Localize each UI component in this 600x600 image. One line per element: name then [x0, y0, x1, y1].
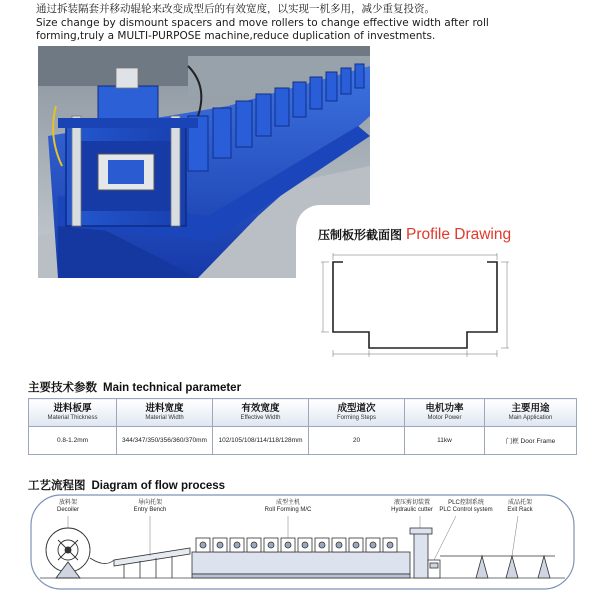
header-cn: 进料宽度: [145, 403, 184, 414]
flow-step-decoiler: [44, 500, 92, 514]
flow-title-cn: 工艺流程图: [28, 478, 86, 492]
plc-control-box-icon: [428, 560, 440, 578]
header-cell: [213, 399, 309, 427]
entry-bench-icon: [114, 548, 190, 578]
value-cell: 门框 Door Frame: [485, 427, 577, 455]
flow-step-roll-forming: [256, 500, 320, 514]
header-cell: [405, 399, 485, 427]
value-cell: 0.8-1.2mm: [29, 427, 117, 455]
params-table: [28, 398, 577, 455]
intro-line-en-1: Size change by dismount spacers and move rollers to change effective width after roll: [36, 16, 489, 29]
header-cn: 有效宽度: [241, 403, 280, 414]
header-cn: 进料板厚: [53, 403, 92, 414]
exit-rack-icon: [440, 556, 555, 578]
profile-drawing-title: [318, 224, 511, 244]
profile-section-drawing: [315, 250, 515, 360]
header-en: Motor Power: [427, 415, 462, 421]
header-en: Effective Width: [240, 415, 281, 421]
header-cell: [29, 399, 117, 427]
flow-step-en: Decoiler: [56, 507, 79, 513]
flow-step-en: Exit Rack: [507, 507, 533, 513]
params-header-row: [29, 399, 577, 427]
flow-step-cn: 液压剪切装置: [393, 500, 430, 506]
flow-step-en: Entry Bench: [133, 507, 167, 513]
flow-step-en: Roll Forming M/C: [264, 507, 312, 513]
flow-section-title: [28, 474, 225, 493]
params-title-en: Main technical parameter: [103, 382, 242, 394]
params-section-title: [28, 376, 241, 395]
intro-line-en-2: forming,truly a MULTI-PURPOSE machine,reduce duplication of investments.: [36, 30, 436, 42]
params-title-cn: 主要技术参数: [28, 380, 97, 394]
value-cell: 20: [309, 427, 405, 455]
value-cell: 344/347/350/356/360/370mm: [117, 427, 213, 455]
flow-title-en: Diagram of flow process: [91, 480, 226, 492]
flow-step-en: Hydraulic cutter: [391, 507, 433, 513]
flow-step-cn: 成品托架: [507, 500, 532, 506]
flow-step-plc: [436, 500, 496, 514]
value-cell: 102/105/108/114/118/128mm: [213, 427, 309, 455]
decoiler-icon: [46, 528, 90, 578]
params-value-row: [29, 427, 577, 455]
header-cell: [485, 399, 577, 427]
flow-step-cn: 成型主机: [275, 500, 300, 506]
header-en: Material Thickness: [47, 415, 98, 421]
flow-step-cn: 导向托架: [137, 500, 162, 506]
profile-title-cn: 压制板形截面图: [318, 228, 403, 242]
header-en: Forming Steps: [336, 415, 376, 421]
flow-step-exit-rack: [498, 500, 542, 514]
header-cn: 成型道次: [337, 403, 376, 414]
flow-step-hydraulic-cutter: [388, 500, 436, 514]
header-cn: 电机功率: [425, 403, 464, 414]
header-cell: [117, 399, 213, 427]
value-cell: 11kw: [405, 427, 485, 455]
flow-step-cn: PLC控制系统: [448, 500, 484, 506]
flow-step-en: PLC Control system: [439, 507, 493, 513]
header-cn: 主要用途: [511, 403, 550, 414]
profile-title-en: Profile Drawing: [406, 226, 512, 243]
intro-text: [36, 3, 591, 44]
flow-step-cn: 放料架: [58, 500, 77, 506]
intro-line-cn: 通过拆装隔套并移动辊轮来改变成型后的有效宽度，以实现一机多用，减少重复投资。: [36, 3, 435, 15]
flow-step-entry-bench: [126, 500, 174, 514]
roll-forming-machine-icon: [192, 538, 410, 578]
header-cell: [309, 399, 405, 427]
header-en: Main Application: [508, 415, 553, 421]
header-en: Material Width: [145, 415, 184, 421]
